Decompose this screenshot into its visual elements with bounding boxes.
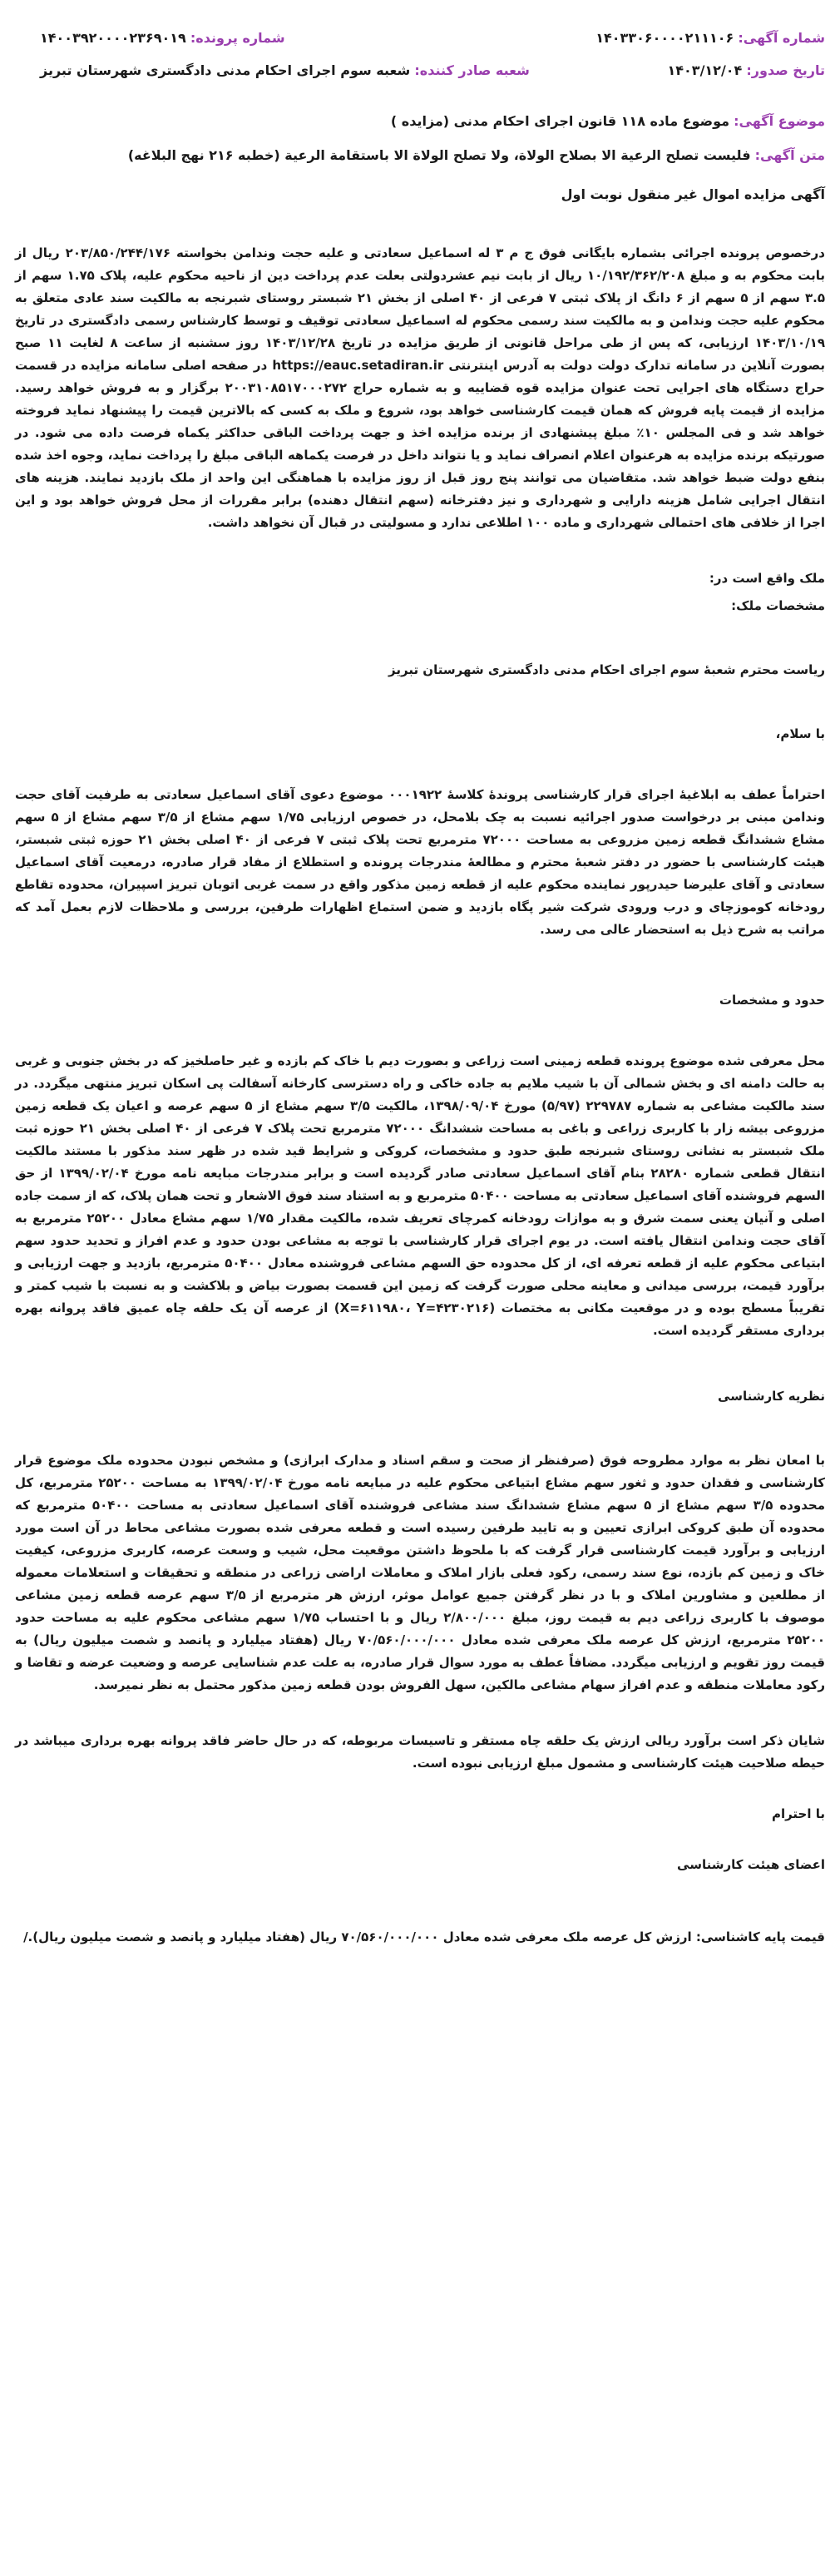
ad-number-label: شماره آگهی: — [738, 30, 825, 46]
addressee: ریاست محترم شعبهٔ سوم اجرای احکام مدنی دادگستری شهرستان تبریز — [388, 662, 825, 677]
case-number-label: شماره پرونده: — [190, 30, 285, 46]
ad-text-value: فلیست تصلح الرعیة الا بصلاح الولاة، ولا تصلح الولاة الا باستقامة الرعیة (خطبه ۲۱۶ نهج البلاغه) — [127, 147, 751, 163]
expert-paragraph: با امعان نظر به موارد مطروحه فوق (صرفنظر از صحت و سقم اسناد و مدارک ابرازی) و مشخص نبودن محدوده ملک موضوع قرار کارشناسی و فقدان حدود و ثغور سهم مشاع ابتیاعی محکوم علیه در مبایعه نامه مورخ ۱۳۹۹/۰۲/۰۴ به مساحت ۲۵۲۰۰ مترمربع، کل محدوده ۳/۵ سهم مشاع از ۵ سهم مشاع ششدانگ سند مشاعی فروشنده آقای اسماعیل سعادتی به مساحت ۵۰۴۰۰ مترمربع که محدوده آن طبق کروکی ابرازی تعیین و به تایید طرفین رسیده است و قطعه معرفی شده بصورت مشاعی محاط در آن است مورد ارزیابی و برآورد قیمت کارشناسی قرار گرفت که با ملحوظ داشتن موقعیت محل، شیب و وسعت عرصه، کاربری مزروعی، کیفیت خاک و زمین کم بازده، نوع سند رسمی، رکود فعلی بازار املاک و معاملات اراضی زراعی در منطقه و تحقیقات و استعلامات معموله از مطلعین و مشاورین املاک و با در نظر گرفتن جمیع عوامل موثر، ارزش هر مترمربع از ۳/۵ سهم عرصه قطعه زمین مشاعی موصوف با کاربری زراعی دیم به قیمت روز، مبلغ ۲/۸۰۰/۰۰۰ ریال و با احتساب ۱/۷۵ سهم مشاعی محکوم علیه به مساحت حدود ۲۵۲۰۰ مترمربع، ارزش کل عرصه ملک معرفی شده معادل ۷۰/۵۶۰/۰۰۰/۰۰۰ ریال (هفتاد میلیارد و پانصد و شصت میلیون ریال) به قیمت روز تقویم و ارزیابی میگردد. مضافاً عطف به مورد سوال قرار صادره، به علت عدم شناسایی عرصه و وضعیت عرضه و تقاضا و رکود معاملات منطقه و عدم افراز سهام مشاعی مالکین، سهل الفروش بودن قطعه زمین مذکور محتمل به نظر نمیرسد. — [15, 1453, 826, 1692]
greeting: با سلام، — [775, 726, 825, 741]
subject-label: موضوع آگهی: — [734, 113, 825, 129]
subject-line — [15, 113, 825, 129]
base-price-paragraph: قیمت پایه کاشناسی: ارزش کل عرصه ملک معرفی شده معادل ۷۰/۵۶۰/۰۰۰/۰۰۰ ریال (هفتاد میلیارد و پانصد و شصت میلیون ریال)./ — [23, 1930, 825, 1944]
expert-heading: نظریه کارشناسی — [718, 1389, 825, 1404]
issuing-branch-value: شعبه سوم اجرای احکام مدنی دادگستری شهرستان تبریز — [40, 62, 411, 78]
issue-date — [668, 62, 826, 78]
issuing-branch — [40, 62, 530, 78]
case-number — [40, 30, 285, 46]
auction-title: آگهی مزایده اموال غیر منقول نوبت اول — [561, 186, 825, 202]
limits-paragraph: محل معرفی شده موضوع پرونده قطعه زمینی است زراعی و بصورت دیم با خاک کم بازده و غیر حاصلخیز که در بخش جنوبی و غربی به حالت دامنه ای و بخش شمالی آن با شیب ملایم به جاده خاکی و راه دسترسی کارخانه آسفالت پی اسکان تبریز منتهی میگردد. در سند مالکیت مشاعی به شماره ۲۲۹۷۸۷ (۵/۹۷) مورخ ۱۳۹۸/۰۹/۰۴، مالکیت ۳/۵ سهم مشاع از ۵ سهم عرصه و اعیان یک قطعه زمین مزروعی بیشه زار با کاربری زراعی و باغی به مساحت ششدانگ ۷۲۰۰۰ مترمربع تحت پلاک ۷ فرعی از ۴۰ اصلی بخش ۲۱ حوزه ثبت ملک شبستر به نشانی روستای شبرنجه طبق حدود و مشخصات، کروکی و شرایط قید شده در ظهر سند مذکور با مستند مالکیت انتقال قطعی شماره ۲۸۲۸۰ بنام آقای اسماعیل سعادتی صادر گردیده است و برابر مندرجات مبایعه نامه مورخ ۱۳۹۹/۰۲/۰۴ از حق السهم فروشنده آقای اسماعیل سعادتی به مساحت ۵۰۴۰۰ مترمربع و به استناد سند فوق الاشعار و تحت همان پلاک، که از سمت جاده اصلی و آنیان یعنی سمت شرق و به موازات رودخانه کمرچای تعریف شده، مالکیت مقدار ۱/۷۵ سهم مشاع معادل ۲۵۲۰۰ مترمربع به آقای حجت وندامن انتقال یافته است. در یوم اجرای قرار کارشناسی با توجه به مشاعی بودن حدود و عدم افراز و تحدید حدود سهم ابتیاعی محکوم علیه از قطعه تعرفه ای، از کل محدوده حق السهم مشاعی فروشنده معادل ۵۰۴۰۰ مترمربع، بازدید و جهت ارزیابی و برآورد قیمت، بررسی میدانی و معاینه محلی صورت گرفت که زمین این قسمت بصورت بیاض و بلاکشت و به نسبت با شیب کمتر و تقریباً مسطح بوده و در موقعیت مکانی به مختصات (X=۶۱۱۹۸۰، Y=۴۲۳۰۲۱۶) از عرصه آن یک حلقه چاه عمیق فاقد پروانه بهره برداری مستقر گردیده است. — [15, 1053, 825, 1338]
subject-value: موضوع ماده ۱۱۸ قانون اجرای احکام مدنی (مزایده ) — [390, 113, 730, 129]
issuing-branch-label: شعبه صادر کننده: — [414, 62, 530, 78]
committee-members: اعضای هیئت کارشناسی — [677, 1857, 825, 1872]
ad-text-label: متن آگهی: — [754, 147, 825, 163]
header-row-1 — [15, 0, 825, 46]
regards: با احترام — [771, 1806, 825, 1821]
note-paragraph: شایان ذکر است برآورد ریالی ارزش یک حلقه چاه مستقر و تاسیسات مربوطه، که در حال حاضر فاقد پروانه بهره برداری میباشد در حیطه صلاحیت هیئت کارشناسی و مشمول مبلغ ارزیابی نبوده است. — [15, 1733, 825, 1771]
intro-paragraph: درخصوص پرونده اجرائی بشماره بایگانی فوق ج م ۳ له اسماعیل سعادتی و علیه حجت وندامن بخواسته ۲۰۳/۸۵۰/۲۴۴/۱۷۶ ریال از بابت محکوم به و مبلغ ۱۰/۱۹۲/۳۶۲/۲۰۸ ریال از بابت نیم عشردولتی بعلت عدم پرداخت دین از ناحیه محکوم علیه، پلاک ۱.۷۵ سهم از ۳.۵ سهم از ۵ سهم از ۶ دانگ از پلاک ثبتی ۷ فرعی از ۴۰ اصلی از بخش ۲۱ شبستر روستای شبرنجه به مالکیت سند عادی متعلق به محکوم علیه حجت وندامن و به مالکیت سند رسمی محکوم له اسماعیل سعادتی توقیف و توسط کارشناس رسمی دادگستری در تاریخ ۱۴۰۳/۱۰/۱۹ ارزیابی، که پس از طی مراحل قانونی از طریق مزایده در تاریخ ۱۴۰۳/۱۲/۲۸ روز سشنبه از ساعت ۸ لغایت ۱۱ صبح بصورت آنلاین در سامانه تدارک دولت دولت به آدرس اینترنتی https://eauc.setadiran.ir در صفحه اصلی سامانه مزایده در قسمت حراج دستگاه های اجرایی تحت عنوان مزایده قوه قضاییه و به شماره حراج ۲۰۰۳۱۰۸۵۱۷۰۰۰۲۷۲ برگزار و به فروش خواهد رسید. مزایده از قیمت پایه فروش که همان قیمت کارشناسی خواهد بود، شروع و ملک به کسی که بالاترین قیمت را پیشنهاد نماید فروخته خواهد شد و فی المجلس ۱۰٪ مبلغ پیشنهادی از برنده مزایده اخذ و جهت پرداخت الباقی حداکثر یکماه فرصت داده می شود. در صورتیکه برنده مزایده به هرعنوان اعلام انصراف نماید و یا نتواند داخل در فرصت یکماهه الباقی مبلغ را پرداخت نماید، وجوه اخذ شده بنفع دولت ضبط خواهد شد. متقاضیان می توانند پنج روز قبل از روز مزایده با هماهنگی این واحد از ملک بازدید نمایند. هزینه های انتقال اجرایی شامل هزینه دارایی و شهرداری و نیز دفترخانه (سهم انتقال دهنده) برابر مقررات از محل فروش خواهد بود و این اجرا از خلافی های احتمالی شهرداری و ماده ۱۰۰ اطلاعی ندارد و مسولیتی در قبال آن نخواهد داشت. — [15, 245, 826, 530]
ad-number-value: ۱۴۰۳۳۰۶۰۰۰۰۲۱۱۱۰۶ — [595, 30, 734, 46]
property-location: ملک واقع است در: — [709, 571, 825, 586]
ad-number — [595, 30, 825, 46]
issue-date-label: تاریخ صدور: — [746, 62, 825, 78]
property-specs: مشخصات ملک: — [731, 598, 825, 613]
issue-date-value: ۱۴۰۳/۱۲/۰۴ — [667, 62, 743, 78]
case-number-value: ۱۴۰۰۳۹۲۰۰۰۰۲۳۶۹۰۱۹ — [40, 30, 186, 46]
report-paragraph: احتراماً عطف به ابلاغیهٔ اجرای قرار کارشناسی پروندهٔ کلاسهٔ ۰۰۰۱۹۲۲ موضوع دعوی آقای اسماعیل سعادتی به طرفیت آقای حجت وندامن مبنی بر درخواست صدور اجرائیه نسبت به چک بلامحل، در خصوص ارزیابی ۱/۷۵ سهم مشاع از ۳/۵ سهم مشاع از ۵ سهم مشاع ششدانگ قطعه زمین مزروعی به مساحت ۷۲۰۰۰ مترمربع تحت پلاک ثبتی ۷ فرعی از ۴۰ اصلی بخش ۲۱ حوزه ثبتی شبستر، هیئت کارشناسی با حضور در دفتر شعبهٔ محترم و مطالعهٔ مندرجات پرونده و استطلاع از مفاد قرار صادره، درمعیت آقای اسماعیل سعادتی و آقای علیرضا حیدرپور نماینده محکوم علیه از قطعه زمین مذکور واقع در سمت غربی اتوبان تبریز اسپیران، محدوده تقاطع رودخانه کوموزچای و درب ورودی شرکت شیر پگاه بازدید و ضمن استماع اظهارات طرفین، بررسی و ملاحظات لازم بعمل آمد که مراتب به شرح ذیل به استحضار عالی می رسد. — [15, 787, 825, 937]
header-row-2 — [15, 46, 825, 78]
ad-text-line — [15, 147, 825, 163]
limits-heading: حدود و مشخصات — [719, 993, 825, 1008]
